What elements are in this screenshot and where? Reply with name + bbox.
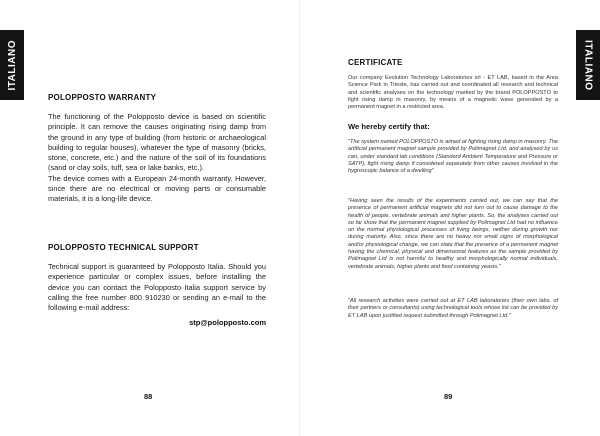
certify-heading: We hereby certify that:	[348, 122, 430, 131]
language-tab-left	[0, 30, 24, 100]
quote-paragraph-3: "All research activities were carried out at ET LAB laboratories (their own labs, of their partners or consultants) using technological tools whose list can be provided by ET LAB upon justified request submitted through Polimagnet Ltd."	[348, 298, 558, 319]
quote-block-1	[348, 139, 558, 175]
quote-block-3	[348, 298, 558, 320]
language-tab-label: ITALIANO	[582, 39, 594, 91]
warranty-paragraph-2: The device comes with a European 24-month warranty. However, since there are no electrical or moving parts or consumable materials, it is a long-life device.	[48, 173, 266, 204]
page-number-right: 89	[444, 392, 453, 401]
support-body	[48, 262, 266, 313]
quote-paragraph-1: "The system named POLOPPOSTO is aimed at fighting rising damp in masonry. The artificial permanent magnet sample provided by Polimagnet Ltd, and analysed by us can, under standard lab conditions (Standard Ambient Temperature and Pressure or SATP), fight rising damp if considered separately from other causes involved in the hygroscopic balance of a dwelling"	[348, 139, 558, 175]
quote-block-2	[348, 198, 558, 271]
warranty-paragraph: The functioning of the Polopposto device is based on scientific principle. It can remove the causes originating rising damp from the ground in any type of building (from historic or archaeological building to regular houses), whatever the type of masonry (bricks, stone, concrete, etc.) and the nature of the soil of its foundations (sand or clay soils, tuff, sea or lake banks, etc.).	[48, 112, 266, 173]
quote-paragraph-2: "Having seen the results of the experiments carried out, we can say that the presence of permanent artificial magnets did not turn out to cause damage to the health of people, vertebrate animals and higher plants. So, the analyses carried out so far show that the permanent magnet supplied by Polimagnet Ltd had no influence on the normal physiological processes of living beings, neither during growth nor during maturity. Also, since there are no heavy nor small signs of morphological and/or physiological change, we can state that the presence of a permanent magnet having the chemical, physical and dimensional features as the sample provided by Polimagnet Ltd is not harmful to healthy and morphologically normal individuals, vertebrate animals, higher plants and food containing yeasts."	[348, 198, 558, 270]
support-title: POLOPPOSTO TECHNICAL SUPPORT	[48, 243, 199, 252]
language-tab-label: ITALIANO	[6, 39, 18, 91]
support-email-link[interactable]: stp@polopposto.com	[189, 318, 266, 327]
certificate-title: CERTIFICATE	[348, 58, 403, 67]
intro-paragraph: Our company Evolution Technology Laboratories srl - ET LAB, based in the Area Science Park in Trieste, has carried out and coordinated all research and technical and scientific analyses on the technology marked by the brand POLOPPOSTO to fight rising damp in masonry, by means of a magnetic wave generated by a permanent magnet in a restricted area.	[348, 75, 558, 111]
warranty-title: POLOPPOSTO WARRANTY	[48, 93, 157, 102]
support-paragraph: Technical support is guaranteed by Polopposto Italia. Should you experience particular or complex issues, before installing the device you can contact the Polopposto Italia support service by calling the free number 800 910230 or sending an e-mail to the following e-mail address:	[48, 262, 266, 313]
page-number-left: 88	[144, 392, 153, 401]
warranty-body	[48, 112, 266, 205]
certificate-intro	[348, 75, 558, 111]
language-tab-right	[576, 30, 600, 100]
